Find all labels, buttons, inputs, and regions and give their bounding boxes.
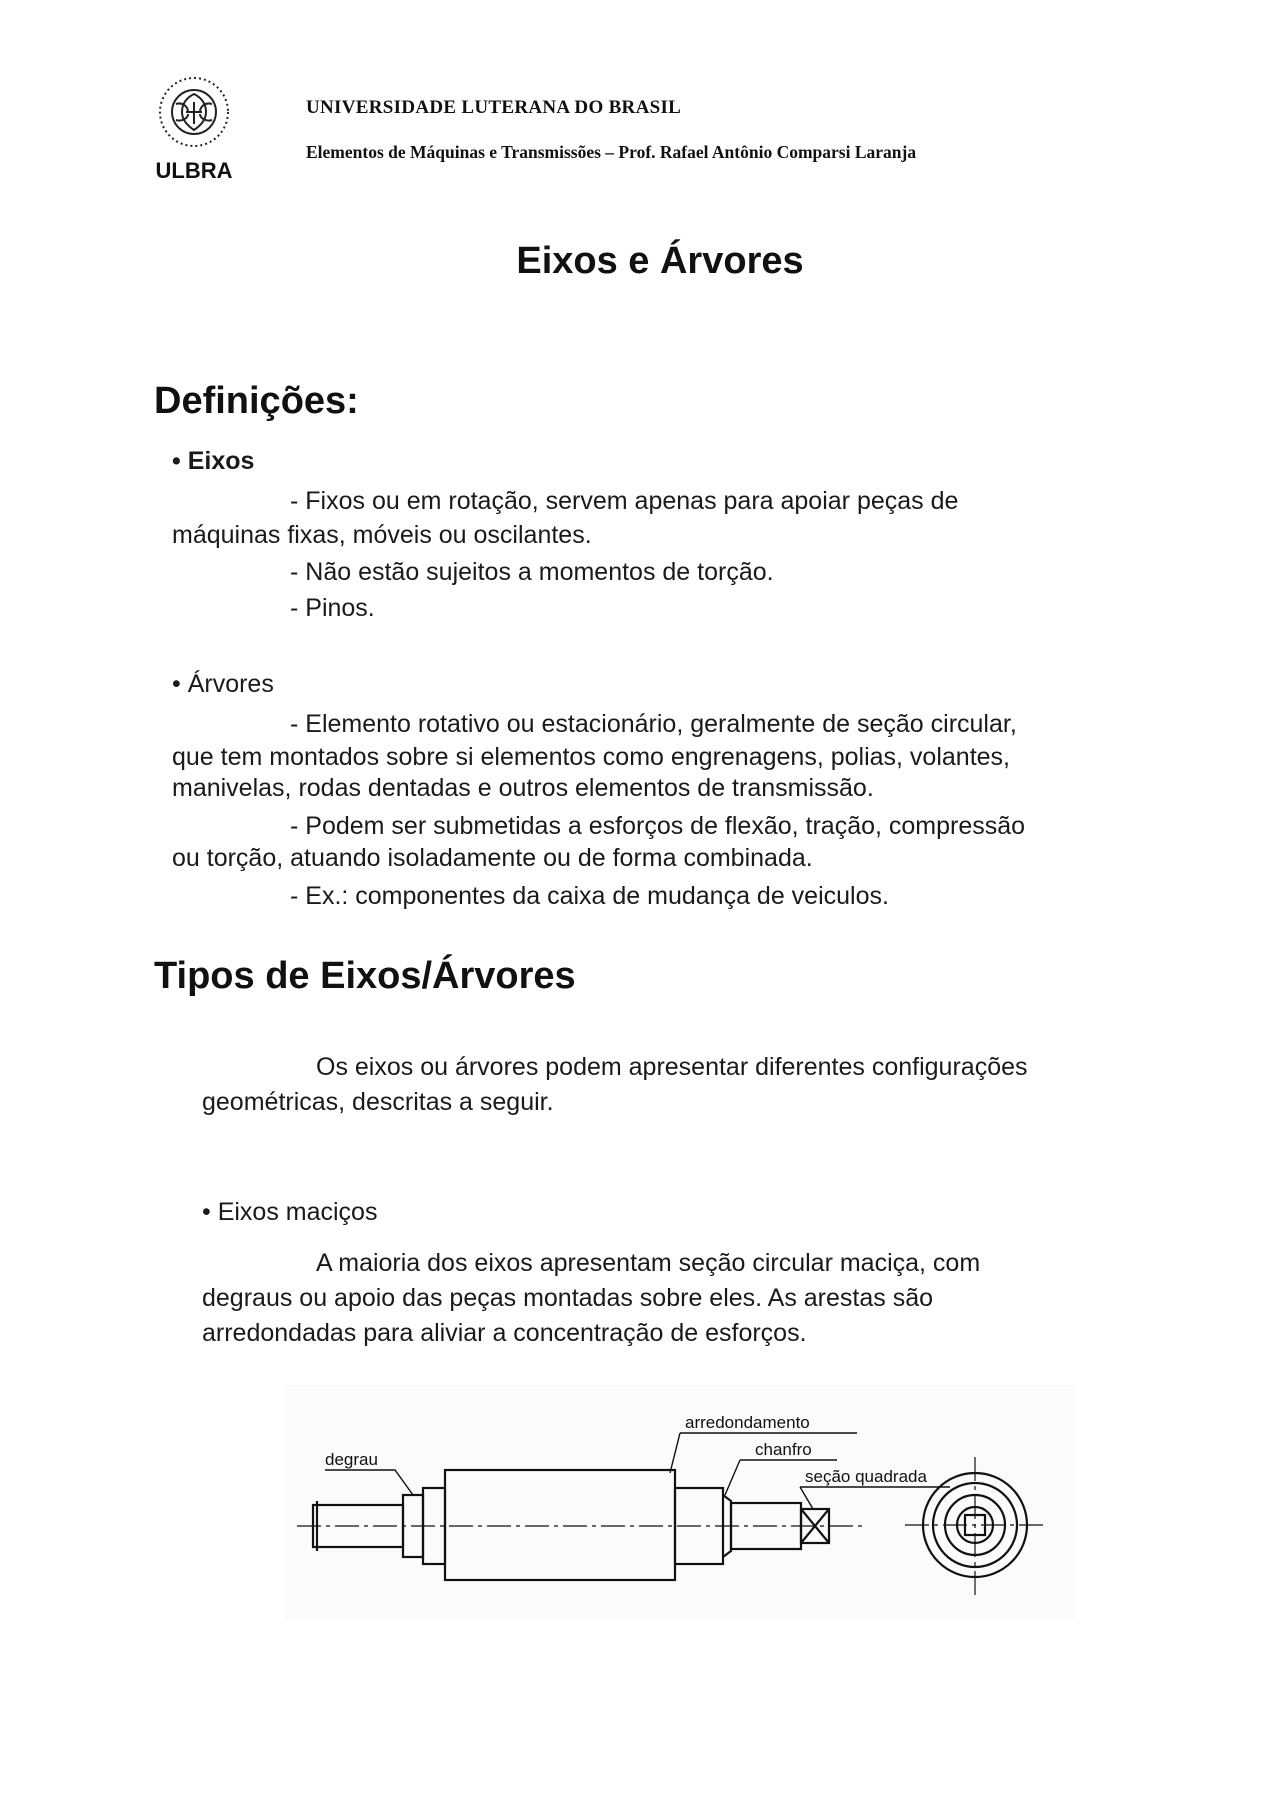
definitions-heading: Definições: (154, 380, 359, 422)
eixos-line-2: máquinas fixas, móveis ou oscilantes. (172, 521, 592, 549)
arvores-line-2: que tem montados sobre si elementos como engrenagens, polias, volantes, (172, 743, 1010, 771)
arvores-line-3: manivelas, rodas dentadas e outros elementos de transmissão. (172, 774, 874, 802)
arvores-line-4: - Podem ser submetidas a esforços de flexão, tração, compressão (290, 812, 1026, 840)
eixos-line-4: - Pinos. (290, 594, 375, 622)
label-degrau: degrau (325, 1450, 378, 1469)
macicos-line-2: degraus ou apoio das peças montadas sobre eles. As arestas são (202, 1284, 934, 1312)
page-title: Eixos e Árvores (516, 240, 804, 282)
label-chanfro: chanfro (755, 1440, 812, 1459)
label-arredondamento: arredondamento (685, 1413, 810, 1432)
university-name: UNIVERSIDADE LUTERANA DO BRASIL (306, 97, 682, 118)
macicos-line-1: A maioria dos eixos apresentam seção circular maciça, com (316, 1249, 981, 1277)
course-title: Elementos de Máquinas e Transmissões – Prof. Rafael Antônio Comparsi Laranja (306, 142, 917, 162)
eixos-line-3: - Não estão sujeitos a momentos de torção. (290, 558, 774, 586)
arvores-line-6: - Ex.: componentes da caixa de mudança de veiculos. (290, 882, 889, 910)
logo-text: ULBRA (155, 158, 233, 183)
label-secao-quadrada: seção quadrada (805, 1467, 927, 1486)
types-intro-line-1: Os eixos ou árvores podem apresentar diferentes configurações (316, 1053, 1028, 1081)
arvores-line-1: - Elemento rotativo ou estacionário, geralmente de seção circular, (290, 710, 1017, 738)
eixos-line-1: - Fixos ou em rotação, servem apenas para apoiar peças de (290, 487, 959, 515)
ulbra-logo (146, 74, 242, 186)
macicos-bullet: • Eixos maciços (202, 1198, 378, 1226)
types-heading: Tipos de Eixos/Árvores (154, 955, 576, 997)
macicos-line-3: arredondadas para aliviar a concentração de esforços. (202, 1319, 807, 1347)
eixos-bullet: • Eixos (172, 447, 255, 475)
types-intro-line-2: geométricas, descritas a seguir. (202, 1088, 554, 1116)
arvores-bullet: • Árvores (172, 670, 274, 698)
arvores-line-5: ou torção, atuando isoladamente ou de forma combinada. (172, 844, 813, 872)
solid-shaft-drawing (285, 1385, 1075, 1620)
